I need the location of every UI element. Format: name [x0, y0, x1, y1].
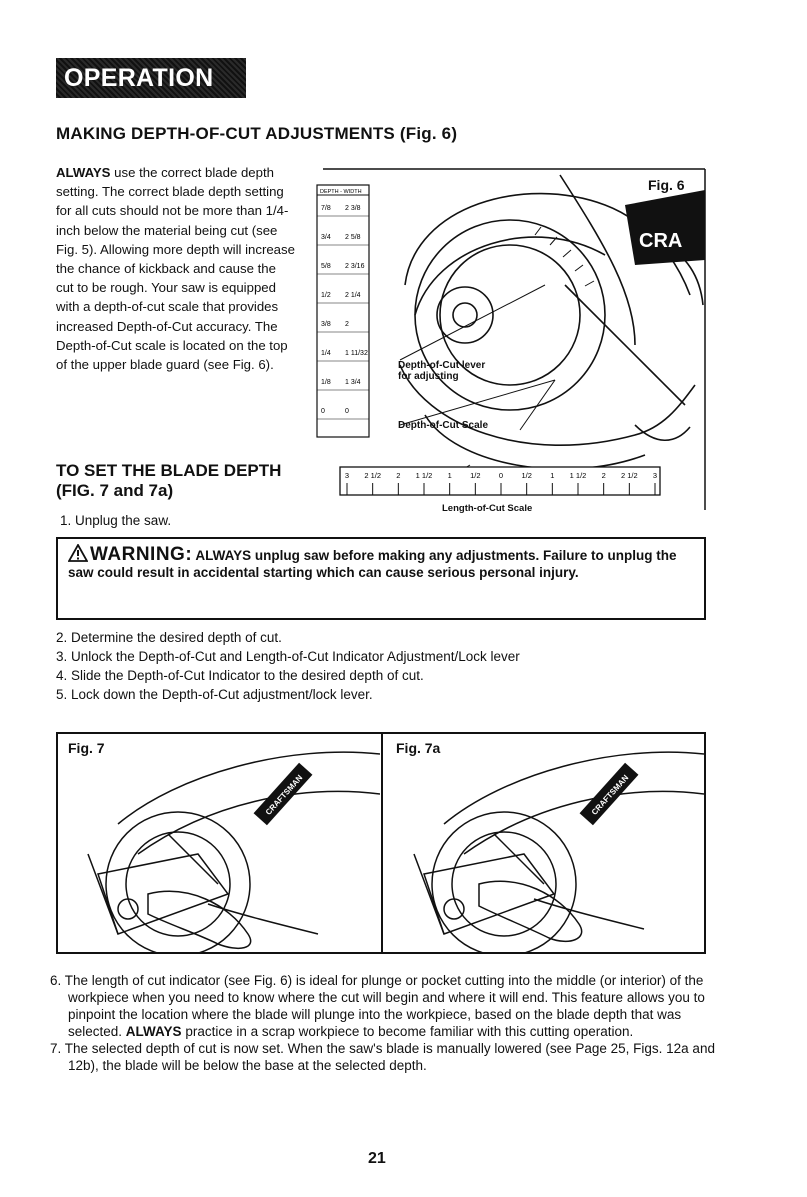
notes-list	[50, 972, 715, 1074]
figures-divider	[381, 732, 383, 954]
fig7-brand: CRAFTSMAN	[263, 773, 305, 817]
section-banner: OPERATION cont.	[56, 58, 246, 98]
ruler-tick-label: 1 1/2	[415, 471, 433, 480]
depth-card-depth: 3/8	[321, 321, 331, 328]
ruler-tick-label: 0	[498, 471, 504, 480]
step-1: 1. Unplug the saw.	[60, 513, 172, 528]
fig7a-illustration	[384, 734, 704, 952]
fig6-illustration	[305, 165, 707, 510]
fig7-illustration	[58, 734, 380, 952]
depth-card-header: DEPTH - WIDTH	[320, 189, 362, 195]
ruler-tick-label: 1	[550, 471, 555, 480]
warning-title: WARNING:	[90, 544, 193, 565]
ruler-tick-label: 3	[652, 471, 658, 480]
depth-scale-label: Depth-of-Cut Scale	[398, 420, 488, 431]
depth-card-width: 2 3/8	[345, 205, 361, 212]
section-heading-depth-adjustments: MAKING DEPTH-OF-CUT ADJUSTMENTS (Fig. 6)	[56, 124, 458, 143]
step-3: 3. Unlock the Depth-of-Cut and Length-of-Cut Indicator Adjustment/Lock lever	[56, 649, 520, 664]
ruler-tick-label: 1/2	[470, 471, 481, 480]
fig7a-label: Fig. 7a	[396, 740, 441, 756]
steps-list	[56, 628, 520, 704]
warning-message: ALWAYS unplug saw before making any adjustments. Failure to unplug the saw could result in accidental starting which can cause serious personal injury.	[68, 548, 677, 580]
section-heading-set-blade-depth	[56, 461, 281, 501]
step-5: 5. Lock down the Depth-of-Cut adjustment/lock lever.	[56, 687, 373, 702]
depth-card-depth: 7/8	[321, 205, 331, 212]
fig7-label: Fig. 7	[68, 740, 105, 756]
fig7a-brand: CRAFTSMAN	[589, 773, 631, 817]
ruler-tick-label: 2	[396, 471, 401, 480]
heading-line-1: TO SET THE BLADE DEPTH	[56, 461, 282, 480]
depth-card-depth: 1/4	[321, 350, 331, 357]
depth-card-depth: 0	[321, 408, 325, 415]
depth-card-depth: 3/4	[321, 234, 331, 241]
depth-card-width: 2 1/4	[345, 292, 361, 299]
depth-card-width: 2 5/8	[345, 234, 361, 241]
note-6-text-a: 6. The length of cut indicator (see Fig. 6) is ideal for plunge or pocket cutting into the middle (or interior) of the workpiece when you need to know where the cut will begin and where it will end. This feature allows you to pinpoint the location where the blade will plunge into the workpiece, based on the blade depth that was selected.	[50, 973, 705, 1039]
depth-card-depth: 5/8	[321, 263, 331, 270]
depth-lever-label: Depth-of-Cut lever for adjusting	[398, 360, 486, 382]
depth-card-width: 1 3/4	[345, 379, 361, 386]
depth-card-depth: 1/8	[321, 379, 331, 386]
always-emphasis: ALWAYS	[56, 165, 111, 180]
fig6-label: Fig. 6	[648, 177, 685, 193]
ruler-tick-label: 1 1/2	[569, 471, 587, 480]
depth-card-depth: 1/2	[321, 292, 331, 299]
length-scale-label: Length-of-Cut Scale	[442, 503, 533, 514]
depth-card-width: 0	[345, 408, 349, 415]
page-number: 21	[368, 1150, 386, 1167]
note-6	[50, 972, 715, 1040]
intro-paragraph	[56, 163, 296, 374]
note-6-always: ALWAYS	[125, 1024, 182, 1039]
ruler-tick-label: 1/2	[521, 471, 532, 480]
ruler-tick-label: 2 1/2	[620, 471, 638, 480]
ruler-tick-label: 1	[447, 471, 452, 480]
fig6-brand-fragment: CRA	[639, 230, 683, 252]
warning-triangle-icon	[68, 544, 88, 562]
ruler-tick-label: 2	[601, 471, 606, 480]
warning-text-block	[68, 544, 698, 581]
note-6-text-c: practice in a scrap workpiece to become familiar with this cutting operation.	[181, 1024, 634, 1039]
step-2: 2. Determine the desired depth of cut.	[56, 630, 282, 645]
ruler-tick-label: 2 1/2	[364, 471, 382, 480]
note-7: 7. The selected depth of cut is now set. When the saw's blade is manually lowered (see Page 25, Figs. 12a and 12b), the blade will be below the base at the selected depth.	[50, 1041, 715, 1073]
depth-card-width: 1 11/32	[345, 350, 368, 357]
intro-text: use the correct blade depth setting. The correct blade depth setting for all cuts should not be more than 1/4-inch below the material being cut (see Fig. 5). Allowing more depth will increase the chance of kickback and cause the cut to be rough. Your saw is equipped with a depth-of-cut scale that provides increased Depth-of-Cut accuracy. The Depth-of-Cut scale is located on the top of the upper blade guard (see Fig. 6).	[56, 165, 295, 373]
ruler-tick-label: 3	[344, 471, 350, 480]
depth-card-width: 2	[345, 321, 349, 328]
depth-card-width: 2 3/16	[345, 263, 365, 270]
heading-line-2: (FIG. 7 and 7a)	[56, 481, 174, 500]
step-4: 4. Slide the Depth-of-Cut Indicator to the desired depth of cut.	[56, 668, 424, 683]
